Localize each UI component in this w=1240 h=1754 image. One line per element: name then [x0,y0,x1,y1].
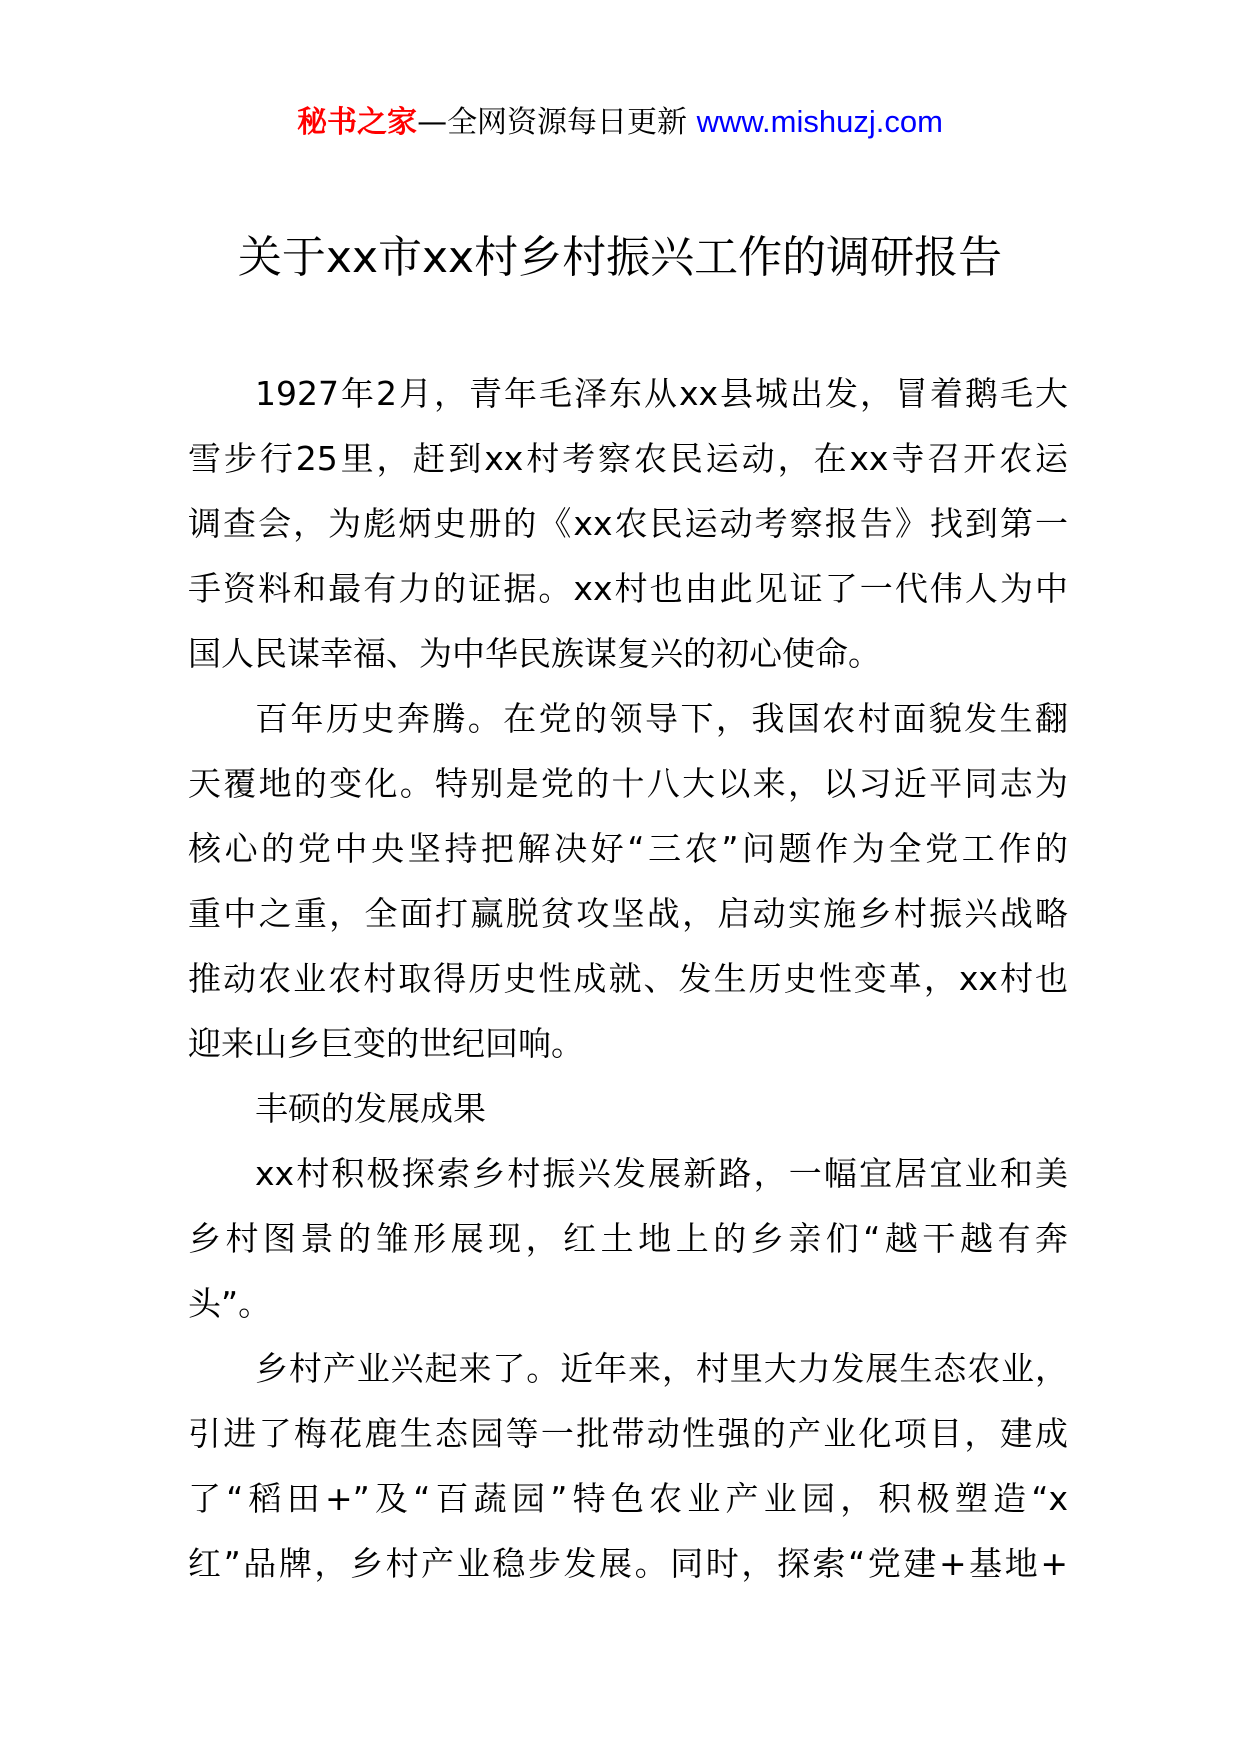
body-line: 天覆地的变化。特别是党的十八大以来，以习近平同志为 [188,764,1068,803]
body-line: 迎来山乡巨变的世纪回响。 [188,1024,584,1063]
body-line: 红”品牌，乡村产业稳步发展。同时，探索“党建+基地+ [188,1544,1068,1583]
site-url-link[interactable]: www.mishuzj.com [696,104,943,139]
body-line: 调查会，为彪炳史册的《xx农民运动考察报告》找到第一 [188,504,1068,543]
document-body [188,361,1068,1596]
body-line: 头”。 [188,1284,272,1323]
body-line: 核心的党中央坚持把解决好“三农”问题作为全党工作的 [188,829,1068,868]
body-line: 引进了梅花鹿生态园等一批带动性强的产业化项目，建成 [188,1414,1068,1453]
body-line: 乡村图景的雏形展现，红土地上的乡亲们“越干越有奔 [188,1219,1068,1258]
body-line: 了“稻田+”及“百蔬园”特色农业产业园，积极塑造“x [188,1479,1068,1518]
body-line: 重中之重，全面打赢脱贫攻坚战，启动实施乡村振兴战略 [188,894,1068,933]
body-line: 雪步行25里，赶到xx村考察农民运动，在xx寺召开农运 [188,439,1068,478]
body-line: 推动农业农村取得历史性成就、发生历史性变革，xx村也 [188,959,1068,998]
document-title: 关于xx市xx村乡村振兴工作的调研报告 [237,232,1003,283]
header-tagline: —全网资源每日更新 [417,105,688,140]
site-header [0,102,1240,143]
body-line: 乡村产业兴起来了。近年来，村里大力发展生态农业， [255,1349,1068,1388]
body-line: 国人民谋幸福、为中华民族谋复兴的初心使命。 [188,634,881,673]
brand-name: 秘书之家 [297,105,418,140]
body-line: 手资料和最有力的证据。xx村也由此见证了一代伟人为中 [188,569,1068,608]
section-heading: 丰硕的发展成果 [255,1089,486,1128]
body-line: xx村积极探索乡村振兴发展新路，一幅宜居宜业和美 [255,1154,1068,1193]
body-line: 百年历史奔腾。在党的领导下，我国农村面貌发生翻 [255,699,1068,738]
body-line: 1927年2月，青年毛泽东从xx县城出发，冒着鹅毛大 [255,374,1068,413]
